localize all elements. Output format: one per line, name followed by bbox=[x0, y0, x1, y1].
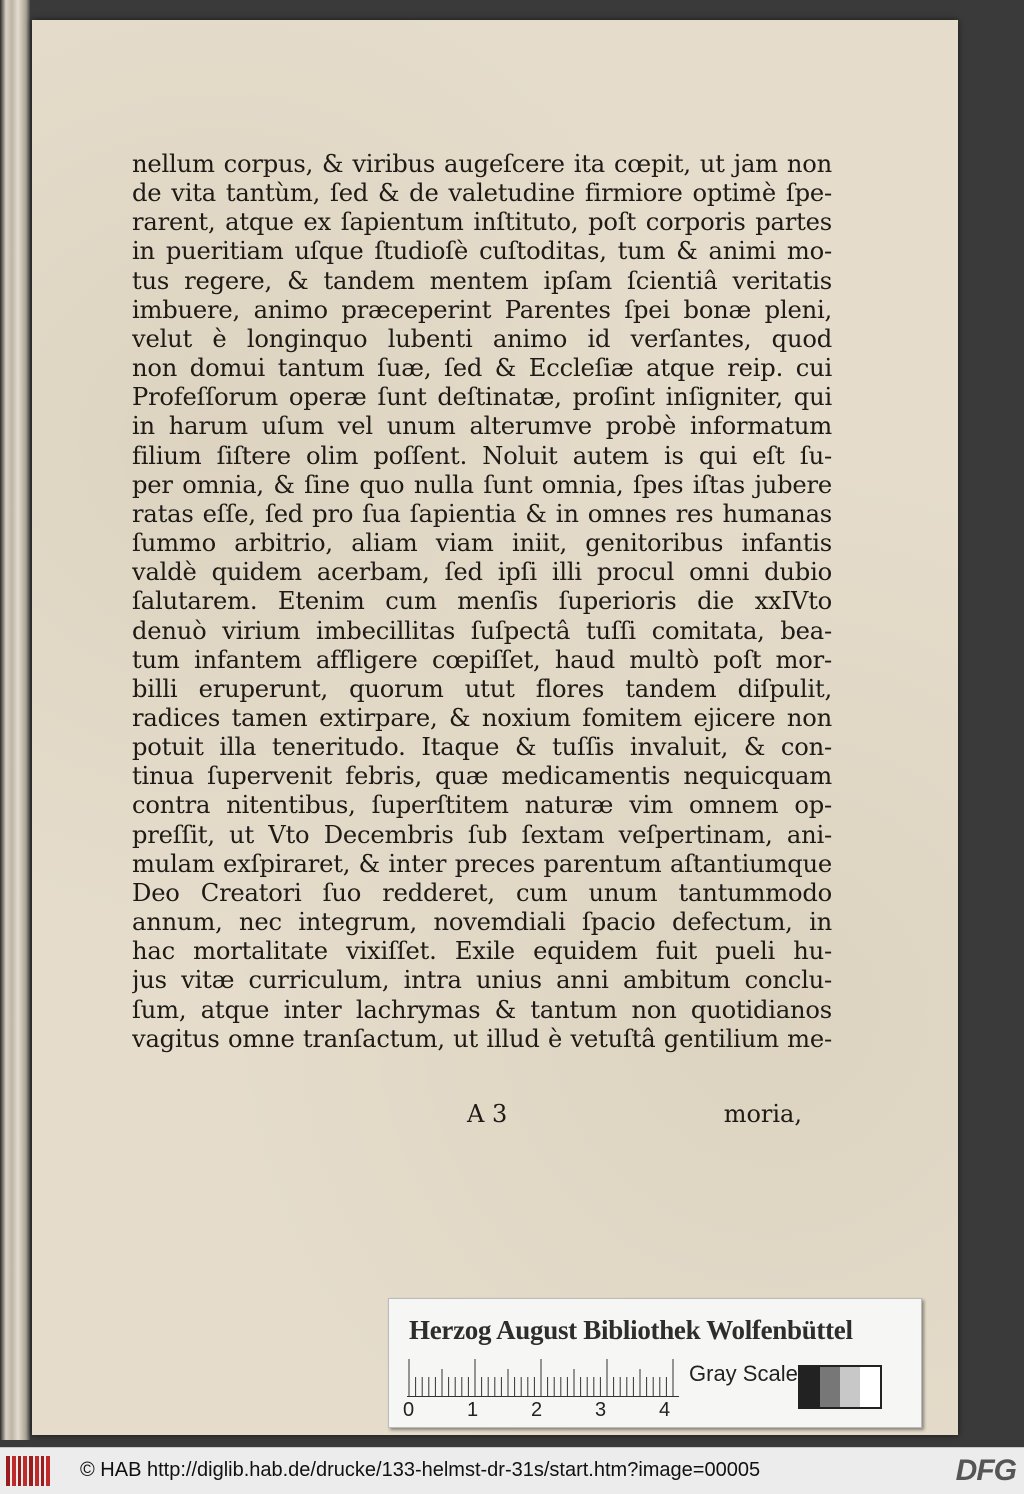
gray-scale-label: Gray Scale bbox=[689, 1361, 798, 1386]
text-line: nellum corpus, & viribus augeſcere ita cœpit, ut jam non bbox=[132, 150, 832, 178]
text-line: non domui tantum ſuæ, ſed & Eccleſiæ atque reip. cui bbox=[132, 354, 832, 383]
text-line: valdè quidem acerbam, ſed ipſi illi procul omni dubio bbox=[132, 558, 832, 587]
ruler-label: 3 bbox=[595, 1399, 607, 1421]
gray-swatch bbox=[840, 1367, 860, 1407]
ruler-label: 0 bbox=[403, 1399, 415, 1421]
text-line: potuit illa teneritudo. Itaque & tuſſis invaluit, & con- bbox=[132, 733, 832, 762]
scanned-page bbox=[32, 20, 958, 1435]
ruler-label: 2 bbox=[531, 1399, 543, 1421]
text-line: tus regere, & tandem mentem ipſam ſcientiâ veritatis bbox=[132, 266, 832, 295]
text-line: annum, nec integrum, novemdiali ſpacio defectum, in bbox=[132, 908, 832, 937]
text-line: hac mortalitate vixiſſet. Exile equidem fuit pueli hu- bbox=[132, 937, 832, 966]
book-spine bbox=[0, 0, 30, 1440]
text-line: jus vitæ curriculum, intra unius anni ambitum conclu- bbox=[132, 966, 832, 995]
text-line: tum infantem affligere cœpiſſet, haud multò poſt mor- bbox=[132, 645, 832, 674]
gray-swatches bbox=[798, 1365, 882, 1409]
ruler-labels bbox=[403, 1399, 703, 1423]
text-line: rarent, atque ex ſapientum inſtituto, poſt corporis partes bbox=[132, 208, 832, 237]
text-line: Deo Creatori ſuo redderet, cum unum tantummodo bbox=[132, 878, 832, 907]
ruler-label: 4 bbox=[659, 1399, 671, 1421]
page-footer bbox=[132, 1100, 832, 1130]
gray-swatch bbox=[800, 1367, 820, 1407]
gray-swatch bbox=[860, 1367, 880, 1407]
copyright-url[interactable]: © HAB http://diglib.hab.de/drucke/133-helmst-dr-31s/start.htm?image=00005 bbox=[80, 1459, 761, 1481]
text-line: vagitus omne tranſactum, ut illud è vetuſtâ gentilium me- bbox=[132, 1024, 832, 1053]
ruler-label: 1 bbox=[467, 1399, 479, 1421]
text-line: ſummo arbitrio, aliam viam iniit, genitoribus infantis bbox=[132, 529, 832, 558]
text-line: Profeſſorum operæ ſunt deſtinatæ, proſint inſigniter, qui bbox=[132, 383, 832, 412]
gray-swatch bbox=[820, 1367, 840, 1407]
text-line: ſum, atque inter lachrymas & tantum non quotidianos bbox=[132, 995, 832, 1024]
text-line: denuò virium imbecillitas ſuſpectâ tuſſi comitata, bea- bbox=[132, 616, 832, 645]
text-line: ratas eſſe, ſed pro ſua ſapientia & in omnes res humanas bbox=[132, 499, 832, 528]
text-line: velut è longinquo lubenti animo id verſantes, quod bbox=[132, 324, 832, 353]
text-line: mulam exſpiraret, & inter preces parentum aſtantiumque bbox=[132, 849, 832, 878]
library-name: Herzog August Bibliothek Wolfenbüttel bbox=[409, 1315, 853, 1345]
body-text bbox=[132, 150, 832, 1054]
text-line: de vita tantùm, ſed & de valetudine firmiore optimè ſpe- bbox=[132, 179, 832, 208]
dfg-logo: DFG bbox=[955, 1454, 1016, 1487]
text-line: filium ſiſtere olim poſſent. Noluit autem is qui eſt ſu- bbox=[132, 441, 832, 470]
text-line: preſſit, ut Vto Decembris ſub ſextam veſpertinam, ani- bbox=[132, 820, 832, 849]
text-line: in pueritiam uſque ſtudioſè cuſtoditas, tum & animi mo- bbox=[132, 237, 832, 266]
catchword: moria, bbox=[723, 1100, 802, 1128]
signature-mark: A 3 bbox=[467, 1100, 508, 1128]
text-line: in harum uſum vel unum alterumve probè informatum bbox=[132, 412, 832, 441]
footer-bar bbox=[0, 1447, 1024, 1494]
text-line: contra nitentibus, ſuperſtitem naturæ vim omnem op- bbox=[132, 791, 832, 820]
ruler-scale bbox=[407, 1357, 679, 1397]
text-line: ſalutarem. Etenim cum menſis ſuperioris die xxIVto bbox=[132, 587, 832, 616]
text-line: tinua ſupervenit febris, quæ medicamentis nequicquam bbox=[132, 762, 832, 791]
text-line: radices tamen extirpare, & noxium fomitem ejicere non bbox=[132, 703, 832, 732]
text-line: imbuere, animo præceperint Parentes ſpei bonæ pleni, bbox=[132, 295, 832, 324]
hab-logo-icon bbox=[6, 1456, 50, 1486]
text-line: per omnia, & ſine quo nulla ſunt omnia, ſpes iſtas jubere bbox=[132, 470, 832, 499]
text-line: billi eruperunt, quorum utut flores tandem diſpulit, bbox=[132, 674, 832, 703]
color-scale-card bbox=[388, 1298, 922, 1428]
